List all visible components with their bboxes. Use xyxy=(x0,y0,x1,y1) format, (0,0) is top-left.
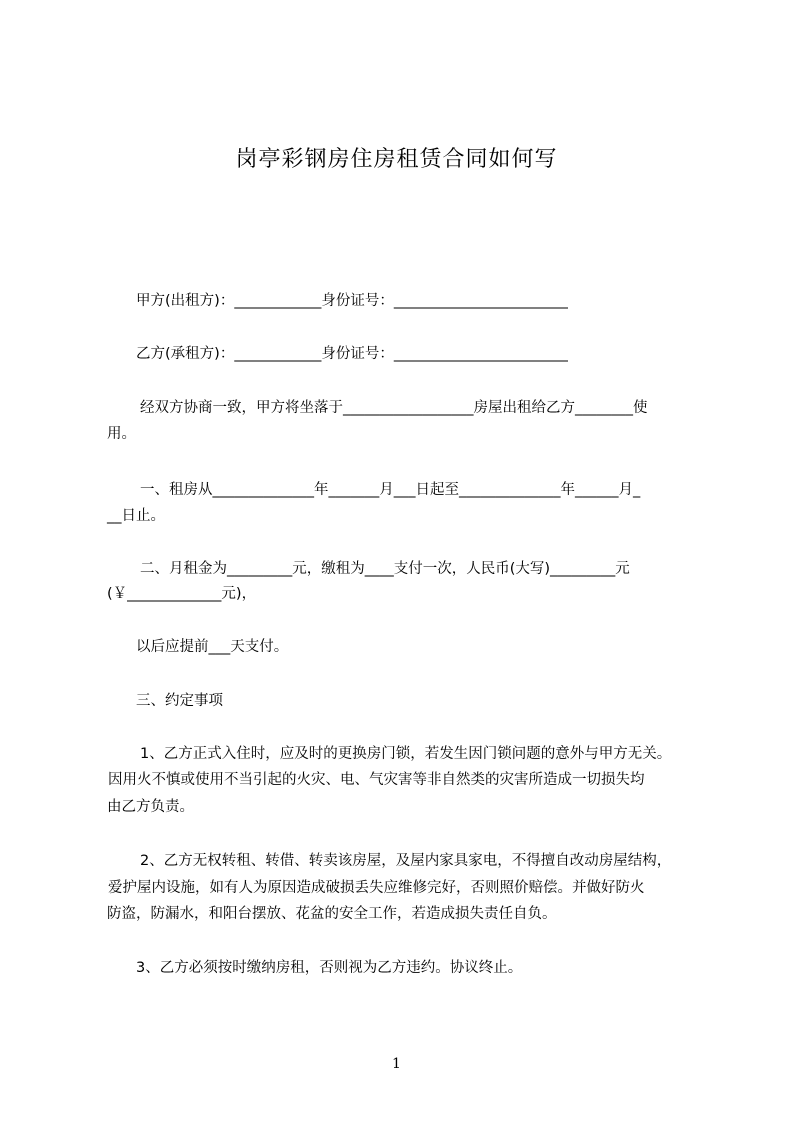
rent-line-cont: (￥_____________元)， xyxy=(107,586,257,602)
term-line-cont: __日止。 xyxy=(107,508,165,524)
agreement-line-cont: 用。 xyxy=(107,426,136,442)
clause-2-line: 2、乙方无权转租、转借、转卖该房屋，及屋内家具家电，不得擅自改动房屋结构， xyxy=(140,853,672,869)
clause-1-line: 1、乙方正式入住时，应及时的更换房门锁，若发生因门锁问题的意外与甲方无关。 xyxy=(140,746,672,762)
clause-2-line: 爱护屋内设施，如有人为原因造成破损丢失应维修完好，否则照价赔偿。并做好防火 xyxy=(108,880,645,896)
clause-1-line: 由乙方负责。 xyxy=(107,799,194,815)
party-a-line: 甲方(出租方)：____________身份证号：________________________ xyxy=(136,293,568,309)
page-number: 1 xyxy=(392,1056,401,1072)
clause-2-line: 防盗，防漏水，和阳台摆放、花盆的安全工作，若造成损失责任自负。 xyxy=(107,906,557,922)
agreement-line: 经双方协商一致，甲方将坐落于__________________房屋出租给乙方________使 xyxy=(140,400,648,416)
clause-1-line: 因用火不慎或使用不当引起的火灾、电、气灾害等非自然类的灾害所造成一切损失均 xyxy=(108,772,645,788)
rent-line: 二、月租金为_________元，缴租为____支付一次，人民币(大写)_________元 xyxy=(140,561,630,577)
document-title: 岗亭彩钢房住房租赁合同如何写 xyxy=(235,147,558,172)
term-line: 一、租房从______________年_______月___日起至______________年______月_ xyxy=(140,482,641,498)
clause-3-line: 3、乙方必须按时缴纳房租，否则视为乙方违约。协议终止。 xyxy=(136,960,523,976)
section-heading-terms: 三、约定事项 xyxy=(136,693,223,709)
party-b-line: 乙方(承租方)：____________身份证号：________________________ xyxy=(136,346,568,362)
payment-advance-line: 以后应提前___天支付。 xyxy=(136,639,289,655)
